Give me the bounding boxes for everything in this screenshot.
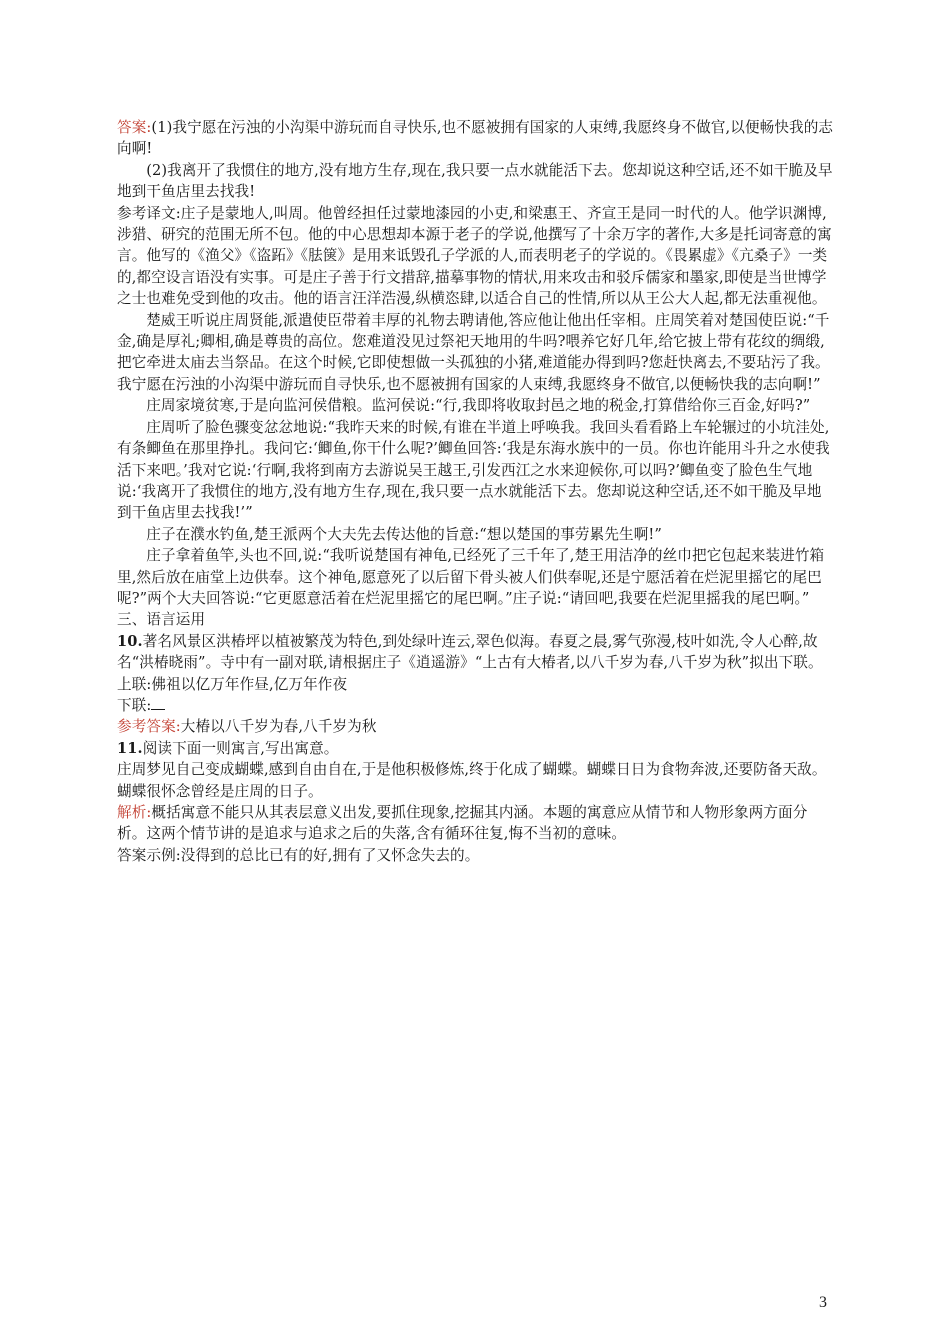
translation-paragraph-2: 楚威王听说庄周贤能,派遣使臣带着丰厚的礼物去聘请他,答应他让他出任宰相。庄周笑着对楚国使臣说:“千金,确是厚礼;卿相,确是尊贵的高位。您难道没见过祭祀天地用的牛吗?喂养它好几年,给它披上带有花纹的绸缎,把它牵进太庙去当祭品。在这个时候,它即使想做一头孤独的小猪,难道能办得到吗?您赶快离去,不要玷污了我。我宁愿在污浊的小沟渠中游玩而自寻快乐,也不愿被拥有国家的人束缚,我愿终身不做官,以便畅快我的志向啊!”: [117, 311, 830, 393]
section-heading: 三、语言运用: [117, 611, 206, 629]
fable-text: 庄周梦见自己变成蝴蝶,感到自由自在,于是他积极修炼,终于化成了蝴蝶。蝴蝶日日为食物奔波,还要防备天敌。蝴蝶很怀念曾经是庄周的日子。: [117, 761, 827, 800]
translation-paragraph-4: 庄周听了脸色骤变忿忿地说:“我昨天来的时候,有谁在半道上呼唤我。我回头看看路上车轮辗过的小坑洼处,有条鲫鱼在那里挣扎。我问它:‘鲫鱼,你干什么呢?’鲫鱼回答:‘我是东海水族中的一员。你也许能用斗升之水使我活下来吧。’我对它说:‘行啊,我将到南方去游说吴王越王,引发西江之水来迎候你,可以吗?’鲫鱼变了脸色生气地说:‘我离开了我惯住的地方,没有地方生存,现在,我只要一点水就能活下去。您却说这种空话,还不如干脆及早地到干鱼店里去找我!’”: [117, 418, 830, 522]
question-10-answer: [117, 716, 835, 737]
answer-item-1: [117, 117, 835, 160]
translation-paragraph-1: [117, 203, 835, 310]
question-11-number: 11.: [117, 739, 143, 757]
translation-label: 参考译文:: [117, 204, 181, 222]
answer-item-1-text: (1)我宁愿在污浊的小沟渠中游玩而自寻快乐,也不愿被拥有国家的人束缚,我愿终身不做官,以便畅快我的志向啊!: [117, 119, 834, 158]
translation-text-1: 庄子是蒙地人,叫周。他曾经担任过蒙地漆园的小吏,和梁惠王、齐宣王是同一时代的人。他学识渊博,涉猎、研究的范围无所不包。他的中心思想却本源于老子的学说,他撰写了十余万字的著作,大多是托词寄意的寓言。他写的《渔父》《盗跖》《胠箧》是用来诋毁孔子学派的人,而表明老子的学说的。《畏累虚》《亢桑子》一类的,都空设言语没有实事。可是庄子善于行文措辞,描摹事物的情状,用来攻击和驳斥儒家和墨家,即使是当世博学之士也难免受到他的攻击。他的语言汪洋浩漫,纵横恣肆,以适合自己的性情,所以从王公大人起,都无法重视他。: [117, 204, 832, 308]
reference-answer-text: 大椿以八千岁为春,八千岁为秋: [180, 718, 377, 736]
page-number: 3: [819, 1294, 827, 1311]
question-11-prompt: 阅读下面一则寓言,写出寓意。: [142, 739, 339, 757]
question-11: [117, 738, 835, 759]
upper-couplet: 上联:佛祖以亿万年作昼,亿万年作夜: [117, 675, 348, 693]
translation-paragraph-3: 庄周家境贫寒,于是向监河侯借粮。监河侯说:“行,我即将收取封邑之地的税金,打算借给你三百金,好吗?”: [146, 397, 811, 415]
translation-paragraph-5: 庄子在濮水钓鱼,楚王派两个大夫先去传达他的旨意:“想以楚国的事劳累先生啊!”: [146, 525, 662, 543]
document-body: [117, 117, 835, 866]
lower-couplet: [117, 695, 835, 716]
reference-answer-label: 参考答案:: [117, 718, 181, 736]
question-10-number: 10.: [117, 632, 143, 650]
analysis: [117, 802, 835, 845]
question-10: [117, 631, 835, 674]
answer-example: 答案示例:没得到的总比已有的好,拥有了又怀念失去的。: [117, 846, 480, 864]
question-10-text: 著名风景区洪椿坪以植被繁茂为特色,到处绿叶连云,翠色似海。春夏之晨,雾气弥漫,枝叶如洗,令人心醉,故名“洪椿晓雨”。寺中有一副对联,请根据庄子《逍遥游》“上古有大椿者,以八千岁为春,八千岁为秋”拟出下联。: [117, 632, 823, 672]
answer-item-2: (2)我离开了我惯住的地方,没有地方生存,现在,我只要一点水就能活下去。您却说这种空话,还不如干脆及早地到干鱼店里去找我!: [117, 161, 833, 201]
translation-paragraph-6: 庄子拿着鱼竿,头也不回,说:“我听说楚国有神龟,已经死了三千年了,楚王用洁净的丝巾把它包起来装进竹箱里,然后放在庙堂上边供奉。这个神龟,愿意死了以后留下骨头被人们供奉呢,还是宁愿活着在烂泥里摇它的尾巴呢?”两个大夫回答说:“它更愿意活着在烂泥里摇它的尾巴啊。”庄子说:“请回吧,我要在烂泥里摇我的尾巴啊。”: [117, 547, 825, 607]
answer-blank: [151, 695, 165, 710]
analysis-label: 解析:: [117, 804, 152, 821]
lower-couplet-label: 下联:: [117, 696, 152, 714]
answer-label: 答案:: [117, 119, 152, 136]
analysis-text: 概括寓意不能只从其表层意义出发,要抓住现象,挖掘其内涵。本题的寓意应从情节和人物形象两方面分析。这两个情节讲的是追求与追求之后的失落,含有循环往复,悔不当初的意味。: [117, 804, 808, 843]
